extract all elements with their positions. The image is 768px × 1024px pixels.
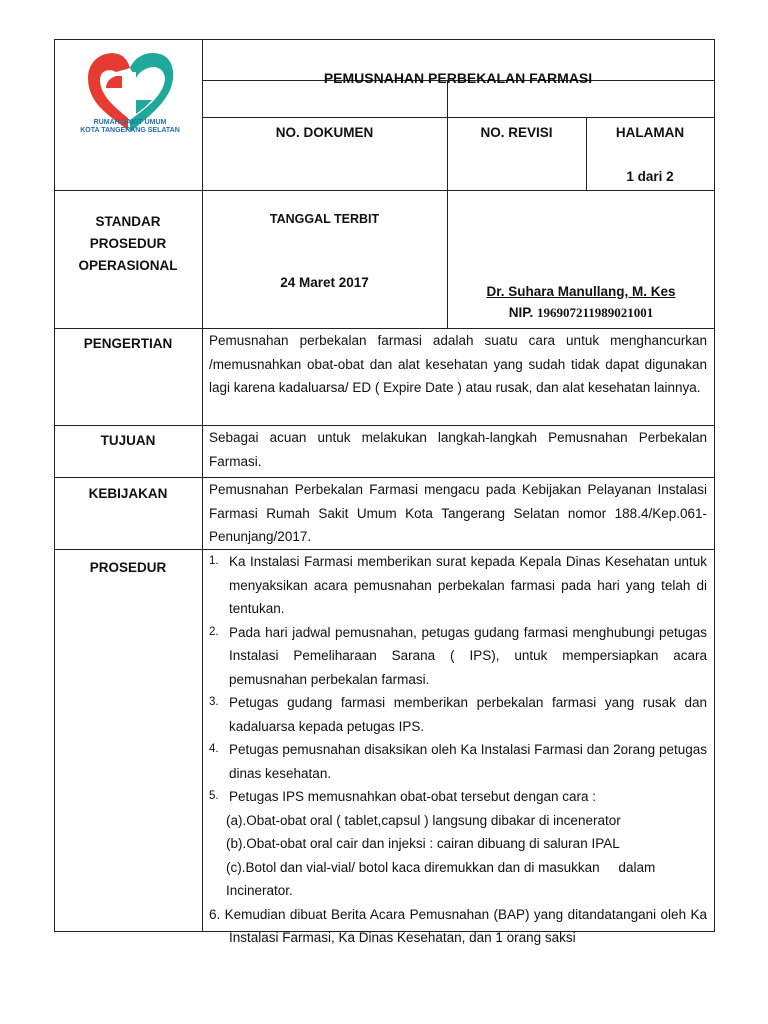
list-item-number: 4. xyxy=(209,743,219,755)
list-item-text: Kemudian dibuat Berita Acara Pemusnahan (BAP) yang ditandatangani oleh Ka Instalasi Farmasi, Ka Dinas Kesehatan, dan 1 orang saksi xyxy=(224,906,707,945)
tujuan-text: Sebagai acuan untuk melakukan langkah-langkah Pemusnahan Perbekalan Farmasi. xyxy=(209,430,707,469)
list-item xyxy=(209,903,707,950)
list-item-number: 2. xyxy=(209,625,219,638)
list-item xyxy=(209,550,707,621)
nip-value: 196907211989021001 xyxy=(536,305,654,320)
sop-line3: OPERASIONAL xyxy=(78,258,178,273)
signer-nip xyxy=(448,304,714,322)
halaman-value: 1 dari 2 xyxy=(626,169,674,184)
kebijakan-text: Pemusnahan Perbekalan Farmasi mengacu pada Kebijakan Pelayanan Instalasi Farmasi Rumah Sakit Umum Kota Tangerang Selatan nomor 188.4/Kep.061-Penunjang/2017. xyxy=(209,482,707,544)
halaman-label: HALAMAN xyxy=(615,125,685,140)
sub-list-item: (c).Botol dan vial-vial/ botol kaca diremukkan dan di masukkan dalam Incinerator. xyxy=(226,859,659,898)
table-border-top xyxy=(54,39,715,40)
list-item-number: 5. xyxy=(209,790,219,802)
sub-list-item: (a).Obat-obat oral ( tablet,capsul ) langsung dibakar di incenerator xyxy=(226,812,621,828)
divider xyxy=(54,190,715,191)
divider xyxy=(202,117,714,118)
list-item xyxy=(209,621,707,692)
list-item-number: 6. xyxy=(209,906,221,922)
list-item-number: 3. xyxy=(209,696,219,708)
list-item-text: Pada hari jadwal pemusnahan, petugas gudang farmasi menghubungi petugas Instalasi Pemeliharaan Sarana ( IPS), untuk mempersiapkan acara pemusnahan perbekalan farmasi. xyxy=(229,624,707,687)
prosedur-label: PROSEDUR xyxy=(89,560,167,575)
no-revisi-label: NO. REVISI xyxy=(480,125,553,140)
list-item xyxy=(209,738,707,785)
list-item-text: Petugas gudang farmasi memberikan perbekalan farmasi yang rusak dan kadaluarsa kepada petugas IPS. xyxy=(229,695,707,734)
nip-label: NIP. xyxy=(508,305,534,320)
hospital-name-line2: KOTA TANGERANG SELATAN xyxy=(80,127,180,134)
document-title: PEMUSNAHAN PERBEKALAN FARMASI xyxy=(323,70,593,86)
tujuan-label: TUJUAN xyxy=(100,433,156,448)
sub-list-item: (b).Obat-obat oral cair dan injeksi : cairan dibuang di saluran IPAL xyxy=(226,836,620,851)
list-item-number: 1. xyxy=(209,555,219,567)
no-dokumen-label: NO. DOKUMEN xyxy=(275,125,374,140)
kebijakan-label: KEBIJAKAN xyxy=(88,486,168,501)
tanggal-terbit-value: 24 Maret 2017 xyxy=(280,275,369,290)
pengertian-label: PENGERTIAN xyxy=(83,336,173,351)
sop-line1: STANDAR xyxy=(95,214,161,229)
list-item-text: Ka Instalasi Farmasi memberikan surat kepada Kepala Dinas Kesehatan untuk menyaksikan acara pemusnahan perbekalan farmasi pada hari yang telah di tentukan. xyxy=(229,554,707,616)
hospital-name-line1: RUMAH SAKIT UMUM xyxy=(93,119,167,126)
sop-line2: PROSEDUR xyxy=(89,236,167,251)
list-item-text: Petugas pemusnahan disaksikan oleh Ka Instalasi Farmasi dan 2orang petugas dinas kesehatan. xyxy=(229,742,707,781)
table-border-right xyxy=(714,39,715,932)
pengertian-text: Pemusnahan perbekalan farmasi adalah suatu cara untuk menghancurkan /memusnahkan obat-obat dan alat kesehatan yang sudah tidak dapat digunakan lagi karena kadaluarsa/ ED ( Expire Date ) atau rusak, dan alat kesehatan lainnya. xyxy=(209,333,707,395)
signer-name-text: Dr. Suhara Manullang, M. Kes xyxy=(486,284,676,299)
divider xyxy=(202,328,203,932)
list-item xyxy=(209,691,707,738)
list-item xyxy=(209,785,707,809)
signer-name xyxy=(448,283,714,301)
tanggal-terbit-label: TANGGAL TERBIT xyxy=(269,212,380,226)
prosedur-list xyxy=(209,550,707,945)
list-item-text: Petugas IPS memusnahkan obat-obat tersebut dengan cara : xyxy=(229,789,596,804)
